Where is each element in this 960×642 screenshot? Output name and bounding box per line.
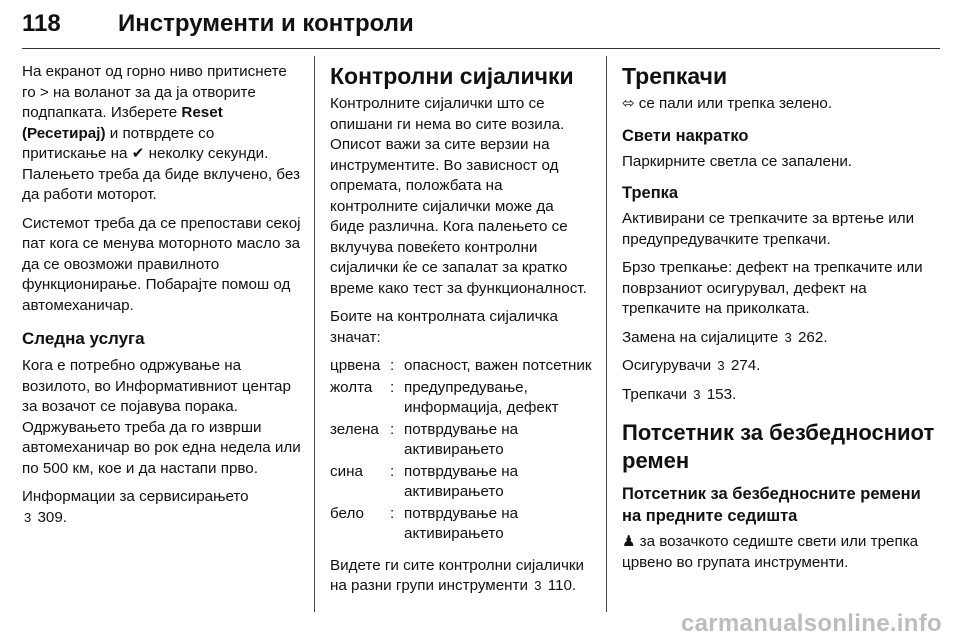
chapter-title: Инструменти и контроли [118, 10, 414, 37]
color-meanings-table [330, 356, 592, 546]
page-ref-arrow-icon: 3 [534, 578, 542, 593]
page-ref[interactable]: 262. [797, 328, 828, 346]
turn-signal-icon: ⬄ [622, 95, 635, 112]
table-row: црвена : опасност, важен потсетник [330, 357, 592, 374]
page-ref-arrow-icon: 3 [784, 329, 792, 345]
column-divider-1 [314, 56, 315, 612]
ref-fuses: Осигурувачи 3 274. [622, 356, 942, 377]
check-icon: ✔ [131, 145, 145, 162]
flashing-desc-1: Активирани се трепкачите за вртење или предупредувачките трепкачи. [622, 210, 915, 248]
see-all-lights-ref: Видете ги сите контролни сијалички на разни групи инструменти 3 110. [330, 556, 592, 597]
reset-menu-label: Reset (Ресетирај) [22, 104, 223, 142]
page-ref[interactable]: 110. [547, 577, 577, 594]
page-ref-arrow-icon: 3 [24, 509, 32, 525]
chevron-right-icon: > [39, 83, 49, 101]
reset-instructions: На екранот од горно ниво притиснете го > на воланот за да ја отворите подпапката. Изберете Reset (Ресетирај) и потврдете со притискање на ✔ неколку секунди. Палењето треба да биде вклучено, без да работи моторот. [22, 63, 300, 203]
watermark: carmanualsonline.info [680, 610, 942, 637]
heading-turn-signals: Трепкачи [622, 63, 728, 89]
heading-flashing: Трепка [622, 184, 679, 202]
heading-lights-briefly: Свети накратко [622, 126, 749, 145]
column-left [22, 62, 302, 536]
page-ref[interactable]: 309. [37, 508, 68, 526]
control-lights-paragraph: Контролните сијалички што се опишани ги нема во сите возила. Описот важи за сите верзии на инструментите. Во зависност од опремата, положбата на контролните сијалички може да биде различна. Кога палењето се вклучува повеќето контролни сијалички ќе се запалат за кратко време како тест за функционалност. [330, 95, 587, 297]
page-ref[interactable]: 153. [706, 385, 737, 403]
colors-intro: Боите на контролната сијаличка значат: [330, 308, 558, 346]
table-row: сина : потврдување на активирањето [330, 462, 519, 500]
turn-signal-desc: ⬄ се пали или трепка зелено. [622, 94, 942, 115]
parking-lights-desc: Паркирните светла се запалени. [622, 152, 853, 170]
table-row: зелена : потврдување на активирањето [330, 420, 519, 458]
page-header [22, 4, 940, 48]
flashing-desc-2: Брзо трепкање: дефект на трепкачите или поврзаниот осигурувал, дефект на трепкачите на приколката. [622, 259, 923, 317]
seatbelt-icon: ♟ [622, 533, 636, 550]
seatbelt-desc: ♟ за возачкото седиште свети или трепка црвено во групата инструменти. [622, 533, 919, 571]
service-info-ref: Информации за сервисирањето 3 309. [22, 487, 302, 528]
page-ref[interactable]: 274. [730, 357, 761, 374]
ref-bulbs: Замена на сијалиците 3 262. [622, 328, 942, 349]
header-divider [22, 48, 940, 49]
column-divider-2 [606, 56, 607, 612]
table-row: бело : потврдување на активирањето [330, 504, 519, 542]
column-right [622, 62, 942, 581]
heading-front-seatbelt-reminder: Потсетник за безбедносните ремени на предните седишта [622, 485, 921, 525]
ref-turn-signals: Трепкачи 3 153. [622, 385, 942, 406]
service-paragraph: Кога е потребно одржување на возилото, во Информативниот центар за возачот се појавува порака. Одржувањето треба да го изврши автомеханичар во рок една недела или по 500 км, кое и да настапи прво. [22, 357, 301, 477]
page-ref-arrow-icon: 3 [717, 358, 725, 373]
heading-control-lights: Контролни сијалички [330, 63, 574, 89]
column-middle [330, 62, 592, 605]
page-number: 118 [22, 10, 61, 37]
heading-seatbelt-reminder: Потсетник за безбедносниот ремен [622, 420, 935, 473]
page-ref-arrow-icon: 3 [693, 386, 701, 402]
heading-next-service: Следна услуга [22, 329, 145, 348]
oil-reset-paragraph: Системот треба да се препостави секој пат кога се менува моторното масло за да се овозможи правилното функционирање. Побарајте помош од автомеханичар. [22, 214, 301, 314]
table-row: жолта : предупредување, информација, дефект [330, 378, 559, 416]
